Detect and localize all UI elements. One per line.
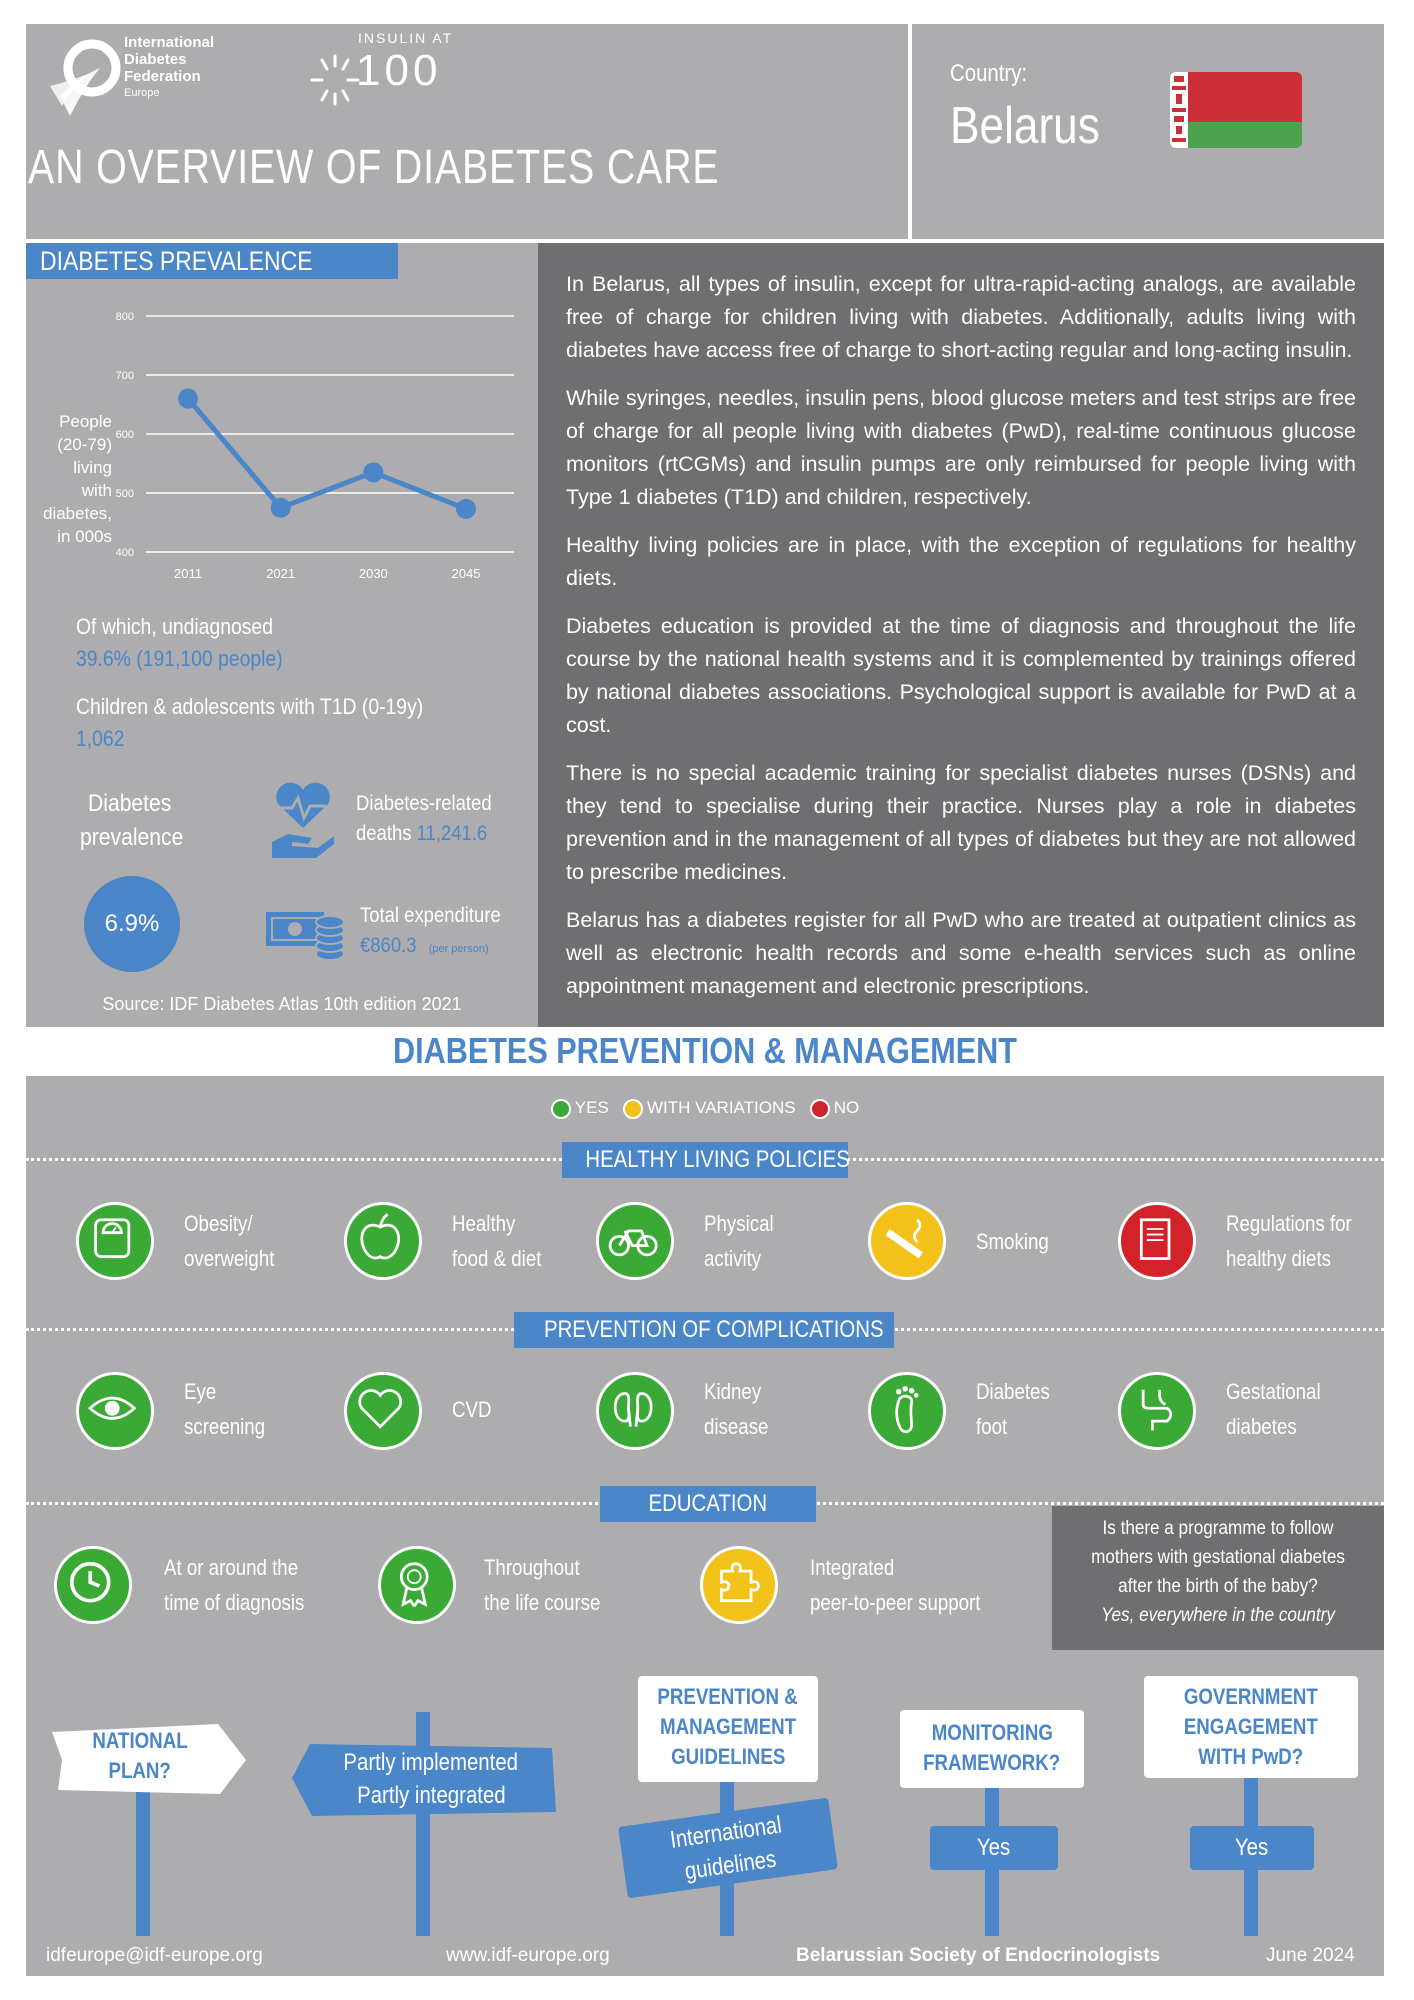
government-sign <box>1144 1676 1358 1778</box>
status-no-badge <box>1118 1202 1196 1280</box>
item-cvd: CVD <box>452 1397 492 1422</box>
item-label-line: Healthy <box>452 1211 516 1236</box>
prevalence-label: Diabetes <box>88 790 172 817</box>
status-yes-badge <box>54 1546 132 1624</box>
sign-answer: Yes <box>1235 1834 1269 1861</box>
y-tick-label: 800 <box>115 311 134 323</box>
x-tick-label: 2011 <box>174 566 202 581</box>
footer-date: June 2024 <box>1266 1945 1355 1966</box>
summary-paragraph: While syringes, needles, insulin pens, blood glucose meters and test strips are free of charge for all people living with diabetes (PwD), real-time continuous glucose monitors (rtCGMs) and insulin pumps are only reimbursed for people living with Type 1 diabetes (T1D) and children, respectively. <box>566 386 1356 509</box>
bicycle-icon <box>599 1205 671 1277</box>
y-tick-label: 600 <box>115 429 134 441</box>
ylabel-line: (20-79) <box>57 435 112 454</box>
expenditure-note: (per person) <box>428 943 489 955</box>
undiagnosed-label: Of which, undiagnosed <box>76 614 273 639</box>
item-label-line: Regulations for <box>1226 1211 1352 1236</box>
item-label-line: Obesity/ <box>184 1211 253 1236</box>
signpost-pole <box>136 1790 150 1936</box>
clock-icon <box>57 1549 129 1621</box>
legend-yes-dot <box>551 1099 571 1119</box>
deaths-value: 11,241.6 <box>416 822 488 845</box>
sign-question: PLAN? <box>108 1758 172 1783</box>
deaths-label: Diabetes-related <box>356 792 492 815</box>
management-title: DIABETES PREVENTION & MANAGEMENT <box>393 1030 1017 1071</box>
data-point <box>271 498 291 518</box>
status-yes-badge <box>76 1372 154 1450</box>
kidney-icon <box>599 1375 671 1447</box>
summary-text <box>566 268 1356 1018</box>
item-label-line: food & diet <box>452 1246 542 1271</box>
heart-icon <box>347 1375 419 1447</box>
x-tick-label: 2021 <box>266 566 296 581</box>
sign-question: MANAGEMENT <box>659 1714 797 1739</box>
item-healthy-food <box>452 1206 541 1276</box>
cigarette-icon <box>871 1205 943 1277</box>
expenditure-label: Total expenditure <box>360 904 501 927</box>
item-label-line: Integrated <box>810 1555 895 1580</box>
status-variations-badge <box>700 1546 778 1624</box>
eye-icon <box>79 1375 151 1447</box>
gestational-answer: Yes, everywhere in the country <box>1101 1605 1335 1626</box>
national-plan-sign <box>60 1726 220 1786</box>
item-time-of-diagnosis <box>164 1550 304 1620</box>
deaths-line <box>356 822 487 846</box>
item-label-line: At or around the <box>164 1555 299 1580</box>
item-label-line: the life course <box>484 1590 601 1615</box>
y-tick-label: 500 <box>115 488 134 500</box>
item-label-line: Diabetes <box>976 1379 1050 1404</box>
heart-hand-icon <box>268 778 338 860</box>
education-header-text: EDUCATION <box>648 1490 768 1517</box>
expenditure-line <box>360 934 489 958</box>
footer-website[interactable]: www.idf-europe.org <box>446 1945 610 1966</box>
education-header <box>600 1486 816 1522</box>
ylabel-line: with <box>81 481 112 500</box>
status-yes-badge <box>596 1202 674 1280</box>
item-label-line: time of diagnosis <box>164 1590 305 1615</box>
item-peer-support <box>810 1550 980 1620</box>
deaths-label: deaths <box>356 822 412 845</box>
belarus-flag-icon <box>1170 72 1302 148</box>
page-title: AN OVERVIEW OF DIABETES CARE <box>28 141 720 194</box>
document-icon <box>1121 1205 1193 1277</box>
sign-question: WITH PwD? <box>1198 1744 1304 1769</box>
ylabel-line: People <box>59 412 112 431</box>
prevalence-header <box>26 243 398 279</box>
medal-icon <box>381 1549 453 1621</box>
gestational-question: Is there a programme to follow <box>1102 1518 1334 1539</box>
y-tick-label: 400 <box>115 547 134 559</box>
complications-header-text: PREVENTION OF COMPLICATIONS <box>543 1316 884 1343</box>
item-life-course <box>484 1550 600 1620</box>
status-legend <box>26 1098 1384 1119</box>
sign-question: GOVERNMENT <box>1183 1684 1319 1709</box>
item-label-line: healthy diets <box>1226 1246 1332 1271</box>
item-label-line: Throughout <box>484 1555 580 1580</box>
item-label-line: Gestational <box>1226 1379 1321 1404</box>
item-obesity <box>184 1206 274 1276</box>
children-t1d-value: 1,062 <box>76 726 125 751</box>
puzzle-icon <box>703 1549 775 1621</box>
status-yes-badge <box>344 1372 422 1450</box>
x-tick-label: 2030 <box>358 566 388 581</box>
item-label-line: diabetes <box>1226 1414 1297 1439</box>
sign-question: PREVENTION & <box>657 1684 799 1709</box>
country-name: Belarus <box>950 97 1100 155</box>
item-label-line: peer-to-peer support <box>810 1590 981 1615</box>
sign-answer: International <box>668 1811 784 1854</box>
org-line: Federation <box>124 68 201 85</box>
legend-no-dot <box>810 1099 830 1119</box>
summary-paragraph: Belarus has a diabetes register for all PwD who are treated at outpatient clinics as well as electronic health records and some e-health services such as online appointment management and electronic prescriptions. <box>566 908 1356 998</box>
status-yes-badge <box>344 1202 422 1280</box>
government-answer <box>1190 1826 1314 1870</box>
item-eye-screening <box>184 1374 265 1444</box>
item-label-line: Eye <box>184 1379 217 1404</box>
prevalence-label: prevalence <box>80 824 184 851</box>
ylabel-line: diabetes, <box>43 504 112 523</box>
legend-no: NO <box>833 1098 860 1117</box>
sign-question: ENGAGEMENT <box>1183 1714 1319 1739</box>
gestational-question: mothers with gestational diabetes <box>1091 1547 1345 1568</box>
status-yes-badge <box>596 1372 674 1450</box>
sign-question: MONITORING <box>931 1720 1053 1745</box>
status-yes-badge <box>868 1372 946 1450</box>
pregnancy-icon <box>1121 1375 1193 1447</box>
scale-icon <box>79 1205 151 1277</box>
foot-icon <box>871 1375 943 1447</box>
item-label-line: overweight <box>184 1246 275 1271</box>
apple-icon <box>347 1205 419 1277</box>
status-variations-badge <box>868 1202 946 1280</box>
chart-ylabel <box>40 410 112 548</box>
item-diabetes-foot <box>976 1374 1050 1444</box>
source-note: Source: IDF Diabetes Atlas 10th edition 2021 <box>102 994 462 1014</box>
insulin-at-label: INSULIN AT <box>358 30 454 46</box>
footer-email[interactable]: idfeurope@idf-europe.org <box>46 1945 263 1966</box>
sign-answer: guidelines <box>683 1845 778 1886</box>
monitoring-sign <box>900 1710 1084 1788</box>
sign-question: FRAMEWORK? <box>923 1750 1061 1775</box>
summary-paragraph: There is no special academic training for specialist diabetes nurses (DSNs) and they tend to specialise during their practice. Nurses play a role in diabetes prevention and in the management of all types of diabetes but they are not allowed to prescribe medicines. <box>566 761 1356 884</box>
ylabel-line: living <box>73 458 112 477</box>
item-physical-activity <box>704 1206 774 1276</box>
footer <box>26 1936 1384 1976</box>
header-divider <box>908 24 912 239</box>
status-yes-badge <box>378 1546 456 1624</box>
item-gestational <box>1226 1374 1321 1444</box>
org-region: Europe <box>124 87 160 99</box>
sign-answer: Partly integrated <box>356 1782 506 1809</box>
children-t1d-label: Children & adolescents with T1D (0-19y) <box>76 694 424 719</box>
expenditure-value: €860.3 <box>360 934 417 957</box>
item-label-line: Kidney <box>704 1379 762 1404</box>
footer-society: Belarussian Society of Endocrinologists <box>796 1945 1161 1966</box>
insulin-100-label: 100 <box>356 46 442 95</box>
national-plan-answer <box>306 1746 556 1812</box>
summary-paragraph: In Belarus, all types of insulin, except for ultra-rapid-acting analogs, are available free of charge for children living with diabetes. Additionally, adults living with diabetes have access free of charge to short-acting regular and long-acting insulin. <box>566 272 1356 362</box>
item-label-line: disease <box>704 1414 769 1439</box>
y-tick-label: 700 <box>115 370 134 382</box>
guidelines-sign <box>638 1676 818 1782</box>
legend-variations: WITH VARIATIONS <box>646 1098 796 1117</box>
healthy-living-header-text: HEALTHY LIVING POLICIES <box>585 1146 850 1173</box>
legend-variations-dot <box>623 1099 643 1119</box>
sign-question: NATIONAL <box>92 1728 188 1753</box>
item-label-line: activity <box>704 1246 762 1271</box>
ylabel-line: in 000s <box>57 527 112 546</box>
data-point <box>178 389 198 409</box>
gestational-question: after the birth of the baby? <box>1118 1576 1318 1597</box>
healthy-living-header <box>562 1142 848 1178</box>
country-label: Country: <box>950 60 1028 87</box>
org-line: Diabetes <box>124 51 187 68</box>
x-tick-label: 2045 <box>451 566 481 581</box>
summary-paragraph: Diabetes education is provided at the time of diagnosis and throughout the life course by the national health systems and it is complemented by trainings offered by national diabetes associations. Psychological support is available for PwD at a cost. <box>566 614 1356 737</box>
monitoring-answer <box>930 1826 1058 1870</box>
money-coins-icon <box>264 906 348 962</box>
item-regulations <box>1226 1206 1352 1276</box>
item-kidney <box>704 1374 768 1444</box>
org-line: International <box>124 34 215 51</box>
data-point <box>456 499 476 519</box>
summary-paragraph: Healthy living policies are in place, with the exception of regulations for healthy diets. <box>566 533 1356 590</box>
item-label-line: Physical <box>704 1211 774 1236</box>
data-point <box>363 462 383 482</box>
undiagnosed-value: 39.6% (191,100 people) <box>76 646 283 671</box>
insulin-rays-icon <box>310 52 360 112</box>
gestational-followup-box <box>1052 1506 1384 1650</box>
complications-header <box>514 1312 894 1348</box>
status-yes-badge <box>1118 1372 1196 1450</box>
sign-answer: Partly implemented <box>343 1749 519 1776</box>
sign-answer: Yes <box>977 1834 1011 1861</box>
prevalence-value-badge: 6.9% <box>84 876 180 972</box>
idf-org-name <box>124 34 214 102</box>
item-smoking: Smoking <box>976 1229 1049 1254</box>
sign-question: GUIDELINES <box>670 1744 786 1769</box>
item-label-line: screening <box>184 1414 266 1439</box>
status-yes-badge <box>76 1202 154 1280</box>
item-label-line: foot <box>976 1414 1008 1439</box>
legend-yes: YES <box>574 1098 609 1117</box>
prevalence-header-text: DIABETES PREVALENCE <box>40 246 313 276</box>
